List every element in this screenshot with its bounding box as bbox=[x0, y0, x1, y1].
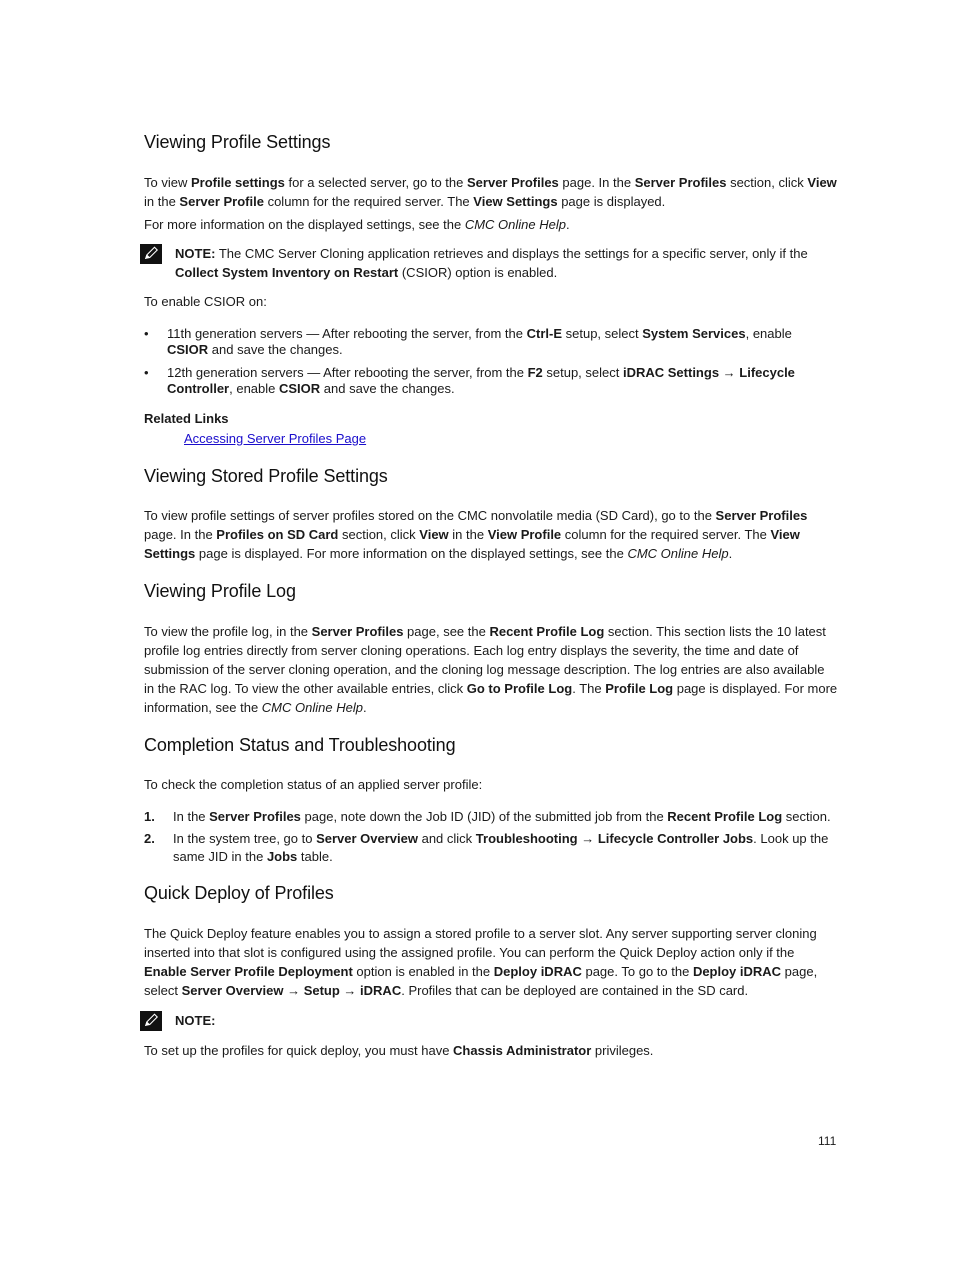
paragraph: For more information on the displayed settings, see the CMC Online Help. bbox=[144, 217, 570, 232]
heading-completion-status: Completion Status and Troubleshooting bbox=[144, 735, 456, 755]
pencil-note-icon bbox=[140, 1011, 162, 1031]
paragraph: The Quick Deploy feature enables you to assign a stored profile to a server slot. Any server supporting server cloning inserted into that slot is configured using the assigned profile. You can perform the Quick Deploy action only if the Enable Server Profile Deployment option is enabled in the Deploy iDRAC page. To go to the Deploy iDRAC page, select Server Overview → Setup → iDRAC. Profiles that can be deployed are contained in the SD card. bbox=[144, 926, 818, 998]
pencil-note-icon bbox=[140, 244, 162, 264]
heading-viewing-profile-settings: Viewing Profile Settings bbox=[144, 132, 331, 152]
page-number: 111 bbox=[818, 1134, 837, 1148]
heading-viewing-stored-profile-settings: Viewing Stored Profile Settings bbox=[144, 466, 388, 486]
related-links-title: Related Links bbox=[144, 411, 229, 426]
heading-viewing-profile-log: Viewing Profile Log bbox=[144, 581, 296, 601]
bullet-icon: • bbox=[144, 326, 149, 341]
heading-quick-deploy: Quick Deploy of Profiles bbox=[144, 883, 334, 903]
paragraph: To enable CSIOR on: bbox=[144, 294, 267, 309]
paragraph: To view the profile log, in the Server Profiles page, see the Recent Profile Log section. This section lists the 10 latest profile log entries directly from server cloning operations. Each log entry displays the severity, the time and date of submission of the server cloning operation, and the cloning log message description. The log entries are also available in the RAC log. To view the other available entries, click Go to Profile Log. The Profile Log page is displayed. For more information, see the CMC Online Help. bbox=[144, 624, 838, 715]
paragraph: To set up the profiles for quick deploy, you must have Chassis Administrator privileges. bbox=[144, 1043, 654, 1058]
paragraph: To view profile settings of server profiles stored on the CMC nonvolatile media (SD Card), go to the Server Profiles page. In the Profiles on SD Card section, click View in the View Profile column for the required server. The View Settings page is displayed. For more information on the displayed settings, see the CMC Online Help. bbox=[144, 508, 808, 561]
note-text: NOTE: bbox=[175, 1013, 216, 1028]
related-link-accessing-server-profiles[interactable]: Accessing Server Profiles Page bbox=[184, 431, 367, 446]
bullet-icon: • bbox=[144, 365, 149, 380]
paragraph: To check the completion status of an applied server profile: bbox=[144, 777, 483, 792]
paragraph: To view Profile settings for a selected server, go to the Server Profiles page. In the Server Profiles section, click View in the Server Profile column for the required server. The View Settings page is displayed. bbox=[144, 175, 837, 209]
note-text: NOTE: The CMC Server Cloning application retrieves and displays the settings for a specific server, only if the Collect System Inventory on Restart (CSIOR) option is enabled. bbox=[175, 246, 808, 280]
